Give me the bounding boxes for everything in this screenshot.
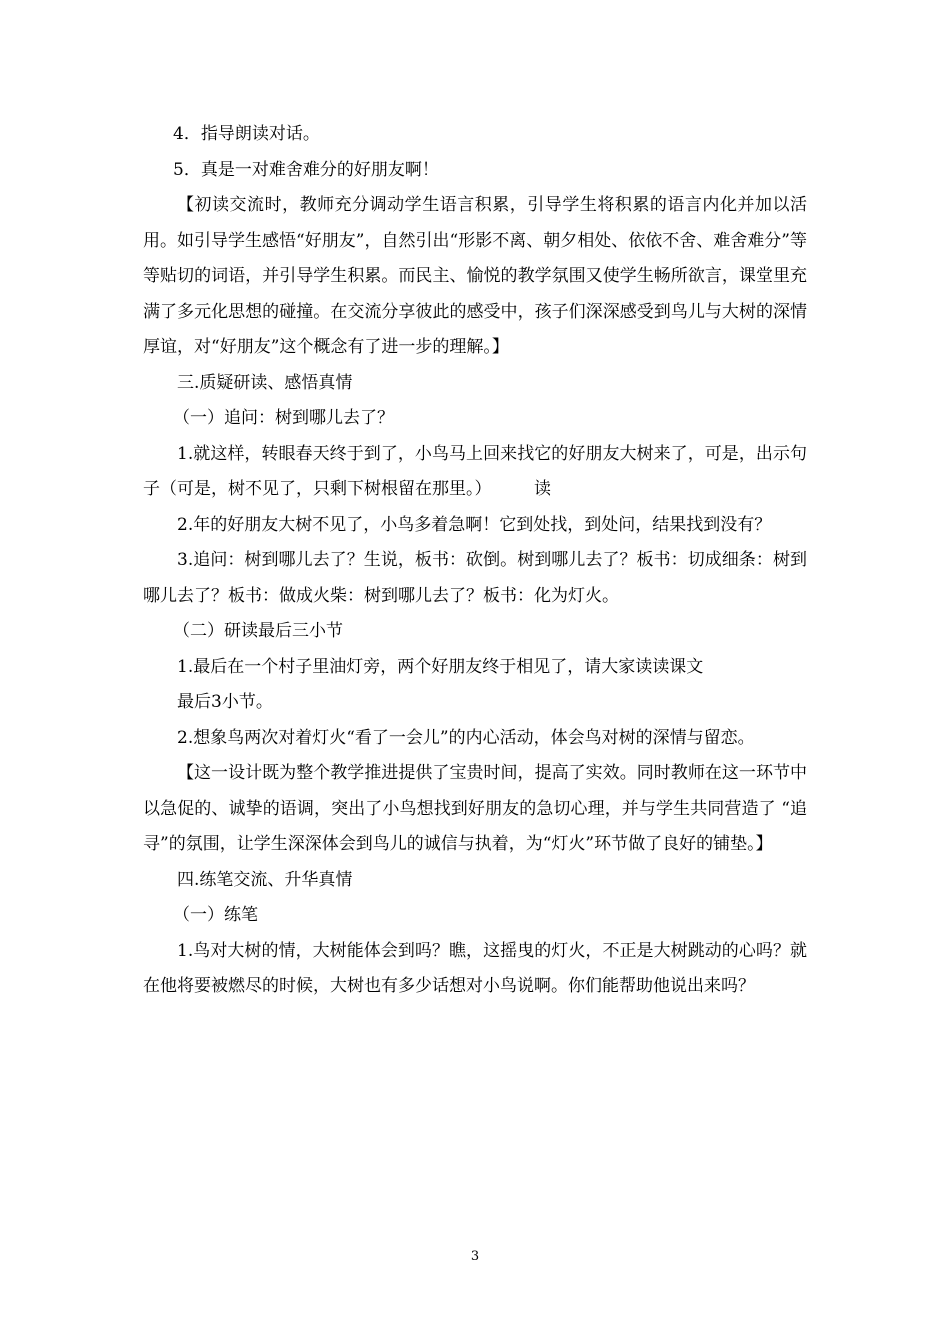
subsection-heading-2: （二）研读最后三小节 bbox=[173, 621, 343, 641]
subsection-heading-3: （一）练笔 bbox=[173, 905, 258, 925]
paragraph-item-5: 5．真是一对难舍难分的好朋友啊！ bbox=[173, 159, 439, 180]
paragraph-step-5: 2.想象鸟两次对着灯火“看了一会儿”的内心活动，体会鸟对树的深情与留恋。 bbox=[177, 727, 755, 748]
commentary-paragraph-1: 【初读交流时，教师充分调动学生语言积累，引导学生将积累的语言内化并加以活用。如引导学生感悟“好朋友”，自然引出“形影不离、朝夕相处、依依不舍、难舍难分”等等贴切的词语，并引导学生积累。而民主、愉悦的教学氛围又使学生畅所欲言，课堂里充满了多元化思想的碰撞。在交流分享彼此的感受中，孩子们深深感受到鸟儿与大树的深情厚谊，对“好朋友”这个概念有了进一步的理解。】 bbox=[143, 195, 807, 357]
subsection-heading-1: （一）追问：树到哪儿去了？ bbox=[173, 408, 394, 428]
paragraph-step-4: 1.最后在一个村子里油灯旁，两个好朋友终于相见了，请大家读读课文 bbox=[177, 656, 704, 677]
page-number: 3 bbox=[470, 1249, 480, 1264]
paragraph-step-3: 3.追问：树到哪儿去了？生说，板书：砍倒。树到哪儿去了？板书：切成细条：树到哪儿去了？板书：做成火柴：树到哪儿去了？板书：化为灯火。 bbox=[143, 550, 807, 606]
paragraph-step-4-continued: 最后3小节。 bbox=[177, 692, 273, 712]
paragraph-item-4: 4．指导朗读对话。 bbox=[173, 124, 320, 144]
paragraph-step-1: 1.就这样，转眼春天终于到了，小鸟马上回来找它的好朋友大树来了，可是，出示句子（可是，树不见了，只剩下树根留在那里。） 读 bbox=[143, 443, 807, 499]
section-heading-4: 四.练笔交流、升华真情 bbox=[177, 869, 353, 890]
paragraph-step-6: 1.鸟对大树的情，大树能体会到吗？瞧，这摇曳的灯火，不正是大树跳动的心吗？就在他将要被燃尽的时候，大树也有多少话想对小鸟说啊。你们能帮助他说出来吗？ bbox=[143, 940, 807, 996]
commentary-paragraph-2: 【这一设计既为整个教学推进提供了宝贵时间，提高了实效。同时教师在这一环节中以急促的、诚挚的语调，突出了小鸟想找到好朋友的急切心理，并与学生共同营造了 “追寻”的氛围，让学生深深体会到鸟儿的诚信与执着，为“灯火”环节做了良好的铺垫。】 bbox=[143, 763, 807, 854]
paragraph-step-2: 2.年的好朋友大树不见了，小鸟多着急啊！它到处找，到处问，结果找到没有？ bbox=[177, 514, 772, 535]
section-heading-3: 三.质疑研读、感悟真情 bbox=[177, 372, 353, 393]
document-body bbox=[143, 117, 807, 1005]
